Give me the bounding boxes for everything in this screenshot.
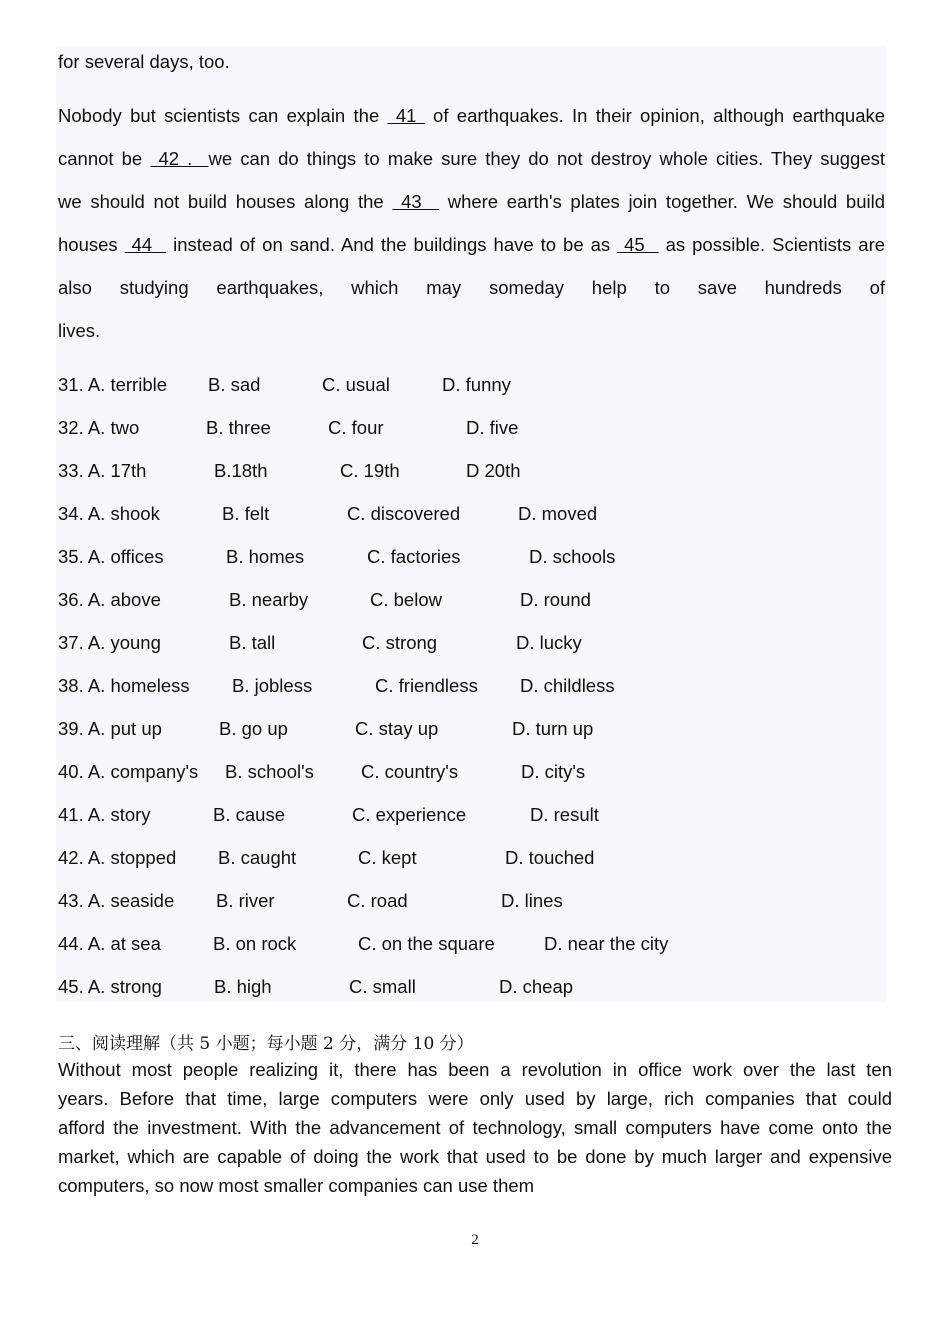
option-c: C. usual — [322, 374, 390, 395]
option-d: D. schools — [529, 546, 616, 567]
option-d: D. near the city — [544, 933, 669, 954]
question-number: 35. — [58, 546, 84, 567]
option-b: B. cause — [213, 804, 285, 825]
option-d: D. funny — [442, 374, 511, 395]
question-number: 36. — [58, 589, 84, 610]
question-number: 43. — [58, 890, 84, 911]
option-c: C. discovered — [347, 503, 461, 524]
blank-44: 44 — [124, 234, 167, 255]
question-number: 31. — [58, 374, 84, 395]
passage-line-0: for several days, too. — [58, 51, 230, 72]
passage-line-5: also studying earthquakes, which may someday help to save hundreds of — [58, 277, 885, 298]
question-number: 40. — [58, 761, 84, 782]
option-text: A. young — [87, 632, 161, 653]
option-a — [58, 588, 161, 612]
option-c: C. friendless — [375, 675, 478, 696]
reading-line: computers, so now most smaller companies can use them — [58, 1175, 535, 1196]
option-c: C. experience — [352, 804, 467, 825]
reading-line: Without most people realizing it, there has been a revolution in office work over the last ten — [58, 1059, 892, 1080]
reading-line: market, which are capable of doing the work that used to be done by much larger and expensive — [58, 1146, 892, 1167]
option-d: D. cheap — [499, 976, 574, 997]
option-d: D. moved — [518, 503, 598, 524]
option-c: C. strong — [362, 632, 438, 653]
option-b: B. homes — [226, 546, 305, 567]
option-text: A. homeless — [87, 675, 190, 696]
passage-line-6: lives. — [58, 320, 101, 341]
option-b: B. river — [216, 890, 275, 911]
question-number: 41. — [58, 804, 84, 825]
question-number: 37. — [58, 632, 84, 653]
option-c: C. stay up — [355, 718, 439, 739]
option-c: C. road — [347, 890, 408, 911]
option-b: B. nearby — [229, 589, 309, 610]
option-b: B.18th — [214, 460, 268, 481]
option-text: A. shook — [87, 503, 160, 524]
option-d: D. turn up — [512, 718, 594, 739]
option-d: D. city's — [521, 761, 586, 782]
option-b: B. on rock — [213, 933, 297, 954]
page-number: 2 — [471, 1232, 479, 1248]
section-heading: 三、阅读理解（共 5 小题；每小题 2 分，满分 10 分） — [58, 1034, 474, 1054]
option-c: C. below — [370, 589, 442, 610]
option-text: A. above — [87, 589, 161, 610]
option-a — [58, 502, 160, 526]
blank-43: 43 — [392, 191, 440, 212]
option-a — [58, 760, 198, 784]
option-text: A. terrible — [87, 374, 168, 395]
option-b: B. go up — [219, 718, 288, 739]
option-a — [58, 416, 139, 440]
option-c: C. on the square — [358, 933, 495, 954]
passage-line-4: houses 44 instead of on sand. And the buildings have to be as 45 as possible. Scientists are — [58, 234, 886, 255]
option-a — [58, 373, 167, 397]
option-c: C. four — [328, 417, 384, 438]
option-d: D. touched — [505, 847, 595, 868]
option-text: A. company's — [87, 761, 199, 782]
option-c: C. kept — [358, 847, 417, 868]
option-a — [58, 459, 146, 483]
option-b: B. tall — [229, 632, 276, 653]
option-a — [58, 717, 162, 741]
question-number: 39. — [58, 718, 84, 739]
option-d: D. five — [466, 417, 519, 438]
option-b: B. sad — [208, 374, 261, 395]
option-a — [58, 674, 190, 698]
passage-line-1: Nobody but scientists can explain the 41 of earthquakes. In their opinion, although earthquake — [58, 105, 886, 126]
option-b: B. felt — [222, 503, 270, 524]
question-number: 42. — [58, 847, 84, 868]
option-a — [58, 846, 176, 870]
option-text: A. 17th — [87, 460, 147, 481]
option-text: A. seaside — [87, 890, 175, 911]
option-d: D. lines — [501, 890, 563, 911]
option-a — [58, 889, 174, 913]
option-b: B. jobless — [232, 675, 313, 696]
question-number: 33. — [58, 460, 84, 481]
option-c: C. 19th — [340, 460, 400, 481]
option-text: A. strong — [87, 976, 162, 997]
option-a — [58, 975, 162, 999]
passage-line-3: we should not build houses along the 43 where earth's plates join together. We should build — [58, 191, 885, 212]
option-a — [58, 545, 164, 569]
option-text: A. two — [87, 417, 140, 438]
option-c: C. small — [349, 976, 416, 997]
option-b: B. three — [206, 417, 271, 438]
option-a — [58, 932, 161, 956]
question-number: 45. — [58, 976, 84, 997]
option-d: D. result — [530, 804, 599, 825]
option-d: D 20th — [466, 460, 521, 481]
blank-41: 41 — [387, 105, 425, 126]
option-text: A. stopped — [87, 847, 177, 868]
option-d: D. lucky — [516, 632, 582, 653]
blank-45: 45 — [617, 234, 659, 255]
question-number: 38. — [58, 675, 84, 696]
option-c: C. factories — [367, 546, 461, 567]
option-d: D. childless — [520, 675, 615, 696]
blank-42: 42 . — [150, 148, 209, 169]
question-number: 32. — [58, 417, 84, 438]
option-c: C. country's — [361, 761, 459, 782]
option-a — [58, 631, 161, 655]
reading-line: afford the investment. With the advancement of technology, small computers have come onto the — [58, 1117, 892, 1138]
option-a — [58, 803, 151, 827]
question-number: 44. — [58, 933, 84, 954]
option-b: B. high — [214, 976, 272, 997]
question-number: 34. — [58, 503, 84, 524]
option-text: A. story — [87, 804, 151, 825]
option-d: D. round — [520, 589, 591, 610]
option-b: B. caught — [218, 847, 297, 868]
option-b: B. school's — [225, 761, 314, 782]
passage-line-2: cannot be 42 . we can do things to make sure they do not destroy whole cities. They suggest — [58, 148, 886, 169]
option-text: A. put up — [87, 718, 162, 739]
option-text: A. offices — [87, 546, 164, 567]
option-text: A. at sea — [87, 933, 161, 954]
reading-line: years. Before that time, large computers were only used by large, rich companies that could — [58, 1088, 892, 1109]
